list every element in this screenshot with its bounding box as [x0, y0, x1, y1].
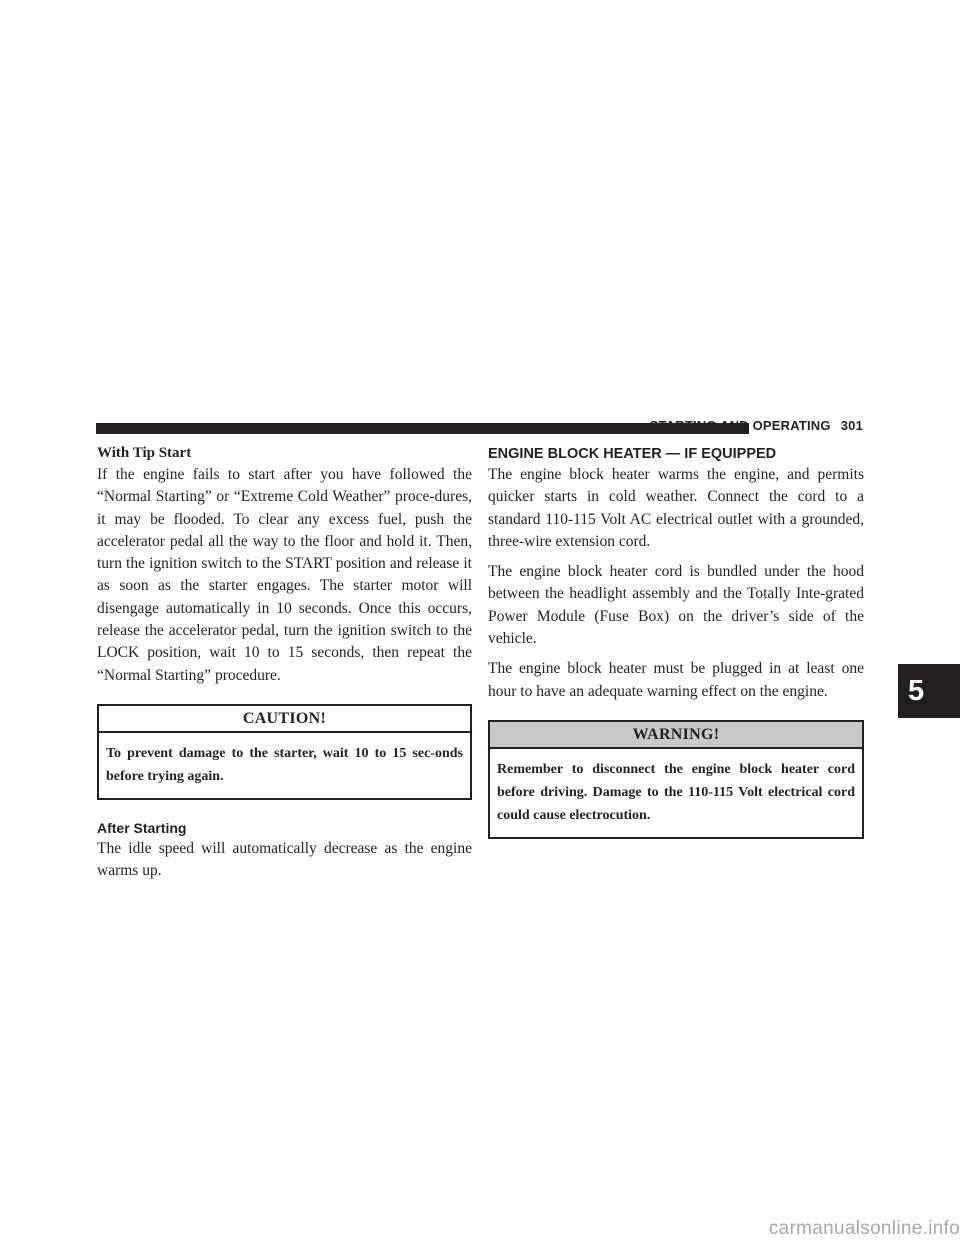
caution-text: To prevent damage to the starter, wait 10 to 15 sec-onds before trying again.	[106, 745, 463, 784]
warning-title: WARNING!	[490, 722, 862, 749]
page-number: 301	[840, 418, 863, 433]
running-header	[0, 418, 863, 433]
caution-box	[97, 704, 472, 800]
heater-paragraph-2: The engine block heater cord is bundled under the hood between the headlight assembly and the Totally Inte-grated Power Module (Fuse Box) on the driver’s side of the vehicle.	[488, 563, 864, 648]
warning-box	[488, 720, 864, 839]
tip-start-heading: With Tip Start	[97, 445, 192, 461]
watermark-text: carmanualsonline.info	[768, 1218, 960, 1239]
section-name: STARTING AND OPERATING	[649, 418, 831, 433]
after-starting-paragraph: The idle speed will automatically decrease as the engine warms up.	[97, 839, 472, 880]
chapter-tab: 5	[898, 664, 960, 718]
right-column	[488, 443, 864, 839]
section-title: ENGINE BLOCK HEATER — IF EQUIPPED	[488, 446, 777, 462]
caution-title: CAUTION!	[99, 706, 470, 733]
tip-start-paragraph: If the engine fails to start after you have followed the “Normal Starting” or “Extreme Cold Weather” proce-dures, it may be flooded. To clear any excess fuel, push the accelerator pedal all the way to the floor and hold it. Then, turn the ignition switch to the START position and release it as soon as the starter engages. The starter motor will disengage automatically in 10 seconds. Once this occurs, release the accelerator pedal, turn the ignition switch to the LOCK position, wait 10 to 15 seconds, then repeat the “Normal Starting” procedure.	[97, 466, 472, 684]
left-column	[97, 443, 472, 883]
after-starting-heading: After Starting	[97, 819, 187, 836]
heater-paragraph-1: The engine block heater warms the engine, and permits quicker starts in cold weather. Connect the cord to a standard 110-115 Volt AC electrical outlet with a grounded, three-wire extension cord.	[488, 466, 864, 550]
warning-text: Remember to disconnect the engine block heater cord before driving. Damage to the 110-115 Volt electrical cord could cause electrocution.	[497, 761, 855, 823]
heater-paragraph-3: The engine block heater must be plugged in at least one hour to have an adequate warning effect on the engine.	[488, 660, 864, 700]
